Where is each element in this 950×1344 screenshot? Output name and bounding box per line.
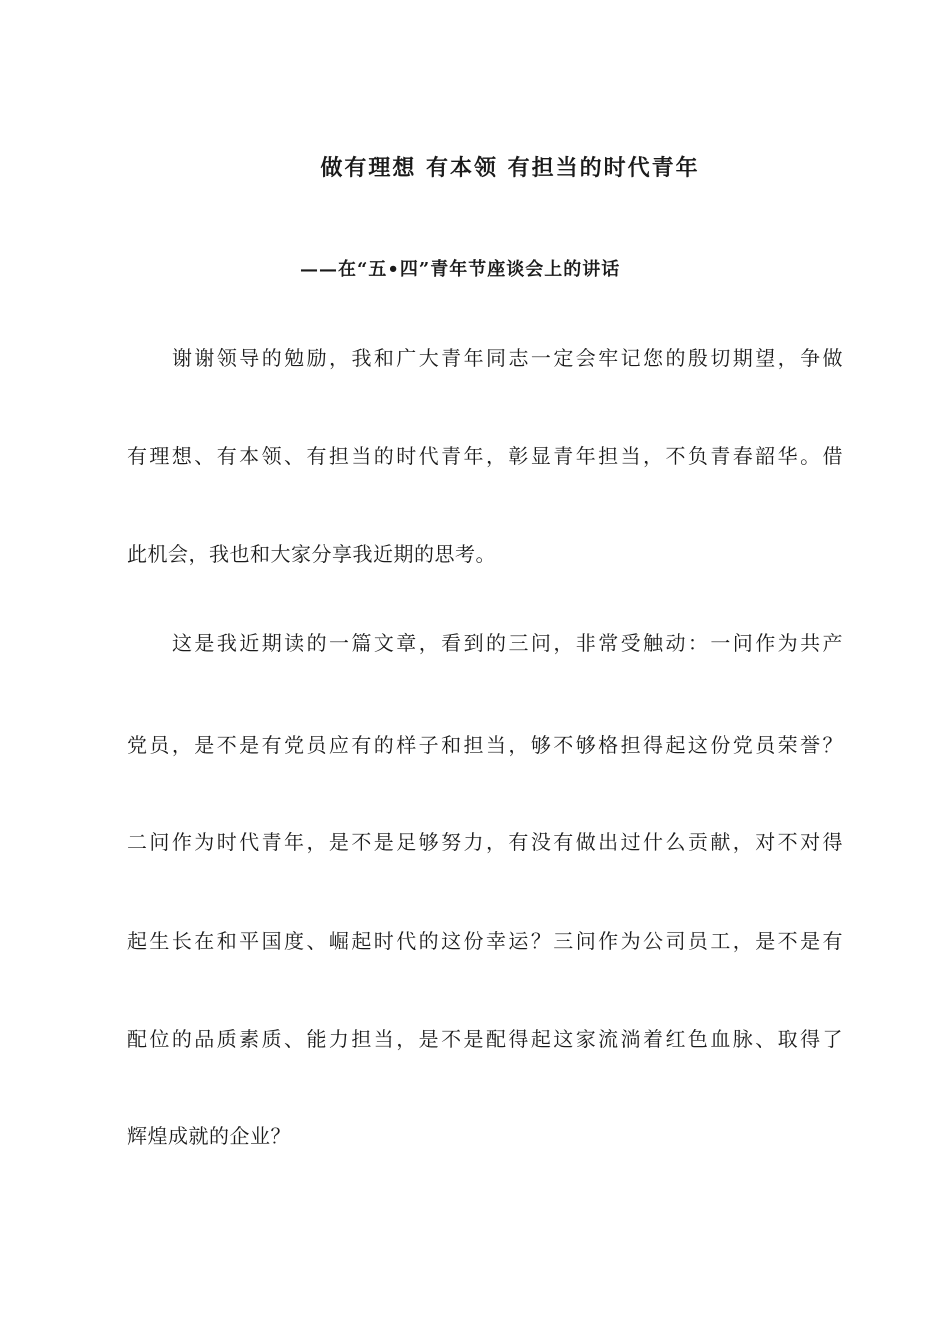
- paragraph-2-line-2: 党员，是不是有党员应有的样子和担当，够不够格担得起这份党员荣誉？: [127, 733, 843, 757]
- document-title: 做有理想 有本领 有担当的时代青年: [320, 155, 700, 181]
- paragraph-1-line-2: 有理想、有本领、有担当的时代青年，彰显青年担当，不负青春韶华。借: [127, 444, 843, 468]
- paragraph-2-line-6: 辉煌成就的企业？: [127, 1124, 291, 1148]
- paragraph-1-line-1: 谢谢领导的勉励，我和广大青年同志一定会牢记您的殷切期望，争做: [172, 346, 843, 370]
- document-subtitle: ——在“五•四”青年节座谈会上的讲话: [300, 259, 621, 280]
- paragraph-2-line-5: 配位的品质素质、能力担当，是不是配得起这家流淌着红色血脉、取得了: [127, 1027, 843, 1051]
- paragraph-2-line-3: 二问作为时代青年，是不是足够努力，有没有做出过什么贡献，对不对得: [127, 830, 843, 854]
- paragraph-2-line-1: 这是我近期读的一篇文章，看到的三问，非常受触动：一问作为共产: [172, 631, 843, 655]
- paragraph-2-line-4: 起生长在和平国度、崛起时代的这份幸运？三问作为公司员工，是不是有: [127, 929, 843, 953]
- paragraph-1-line-3: 此机会，我也和大家分享我近期的思考。: [127, 542, 496, 566]
